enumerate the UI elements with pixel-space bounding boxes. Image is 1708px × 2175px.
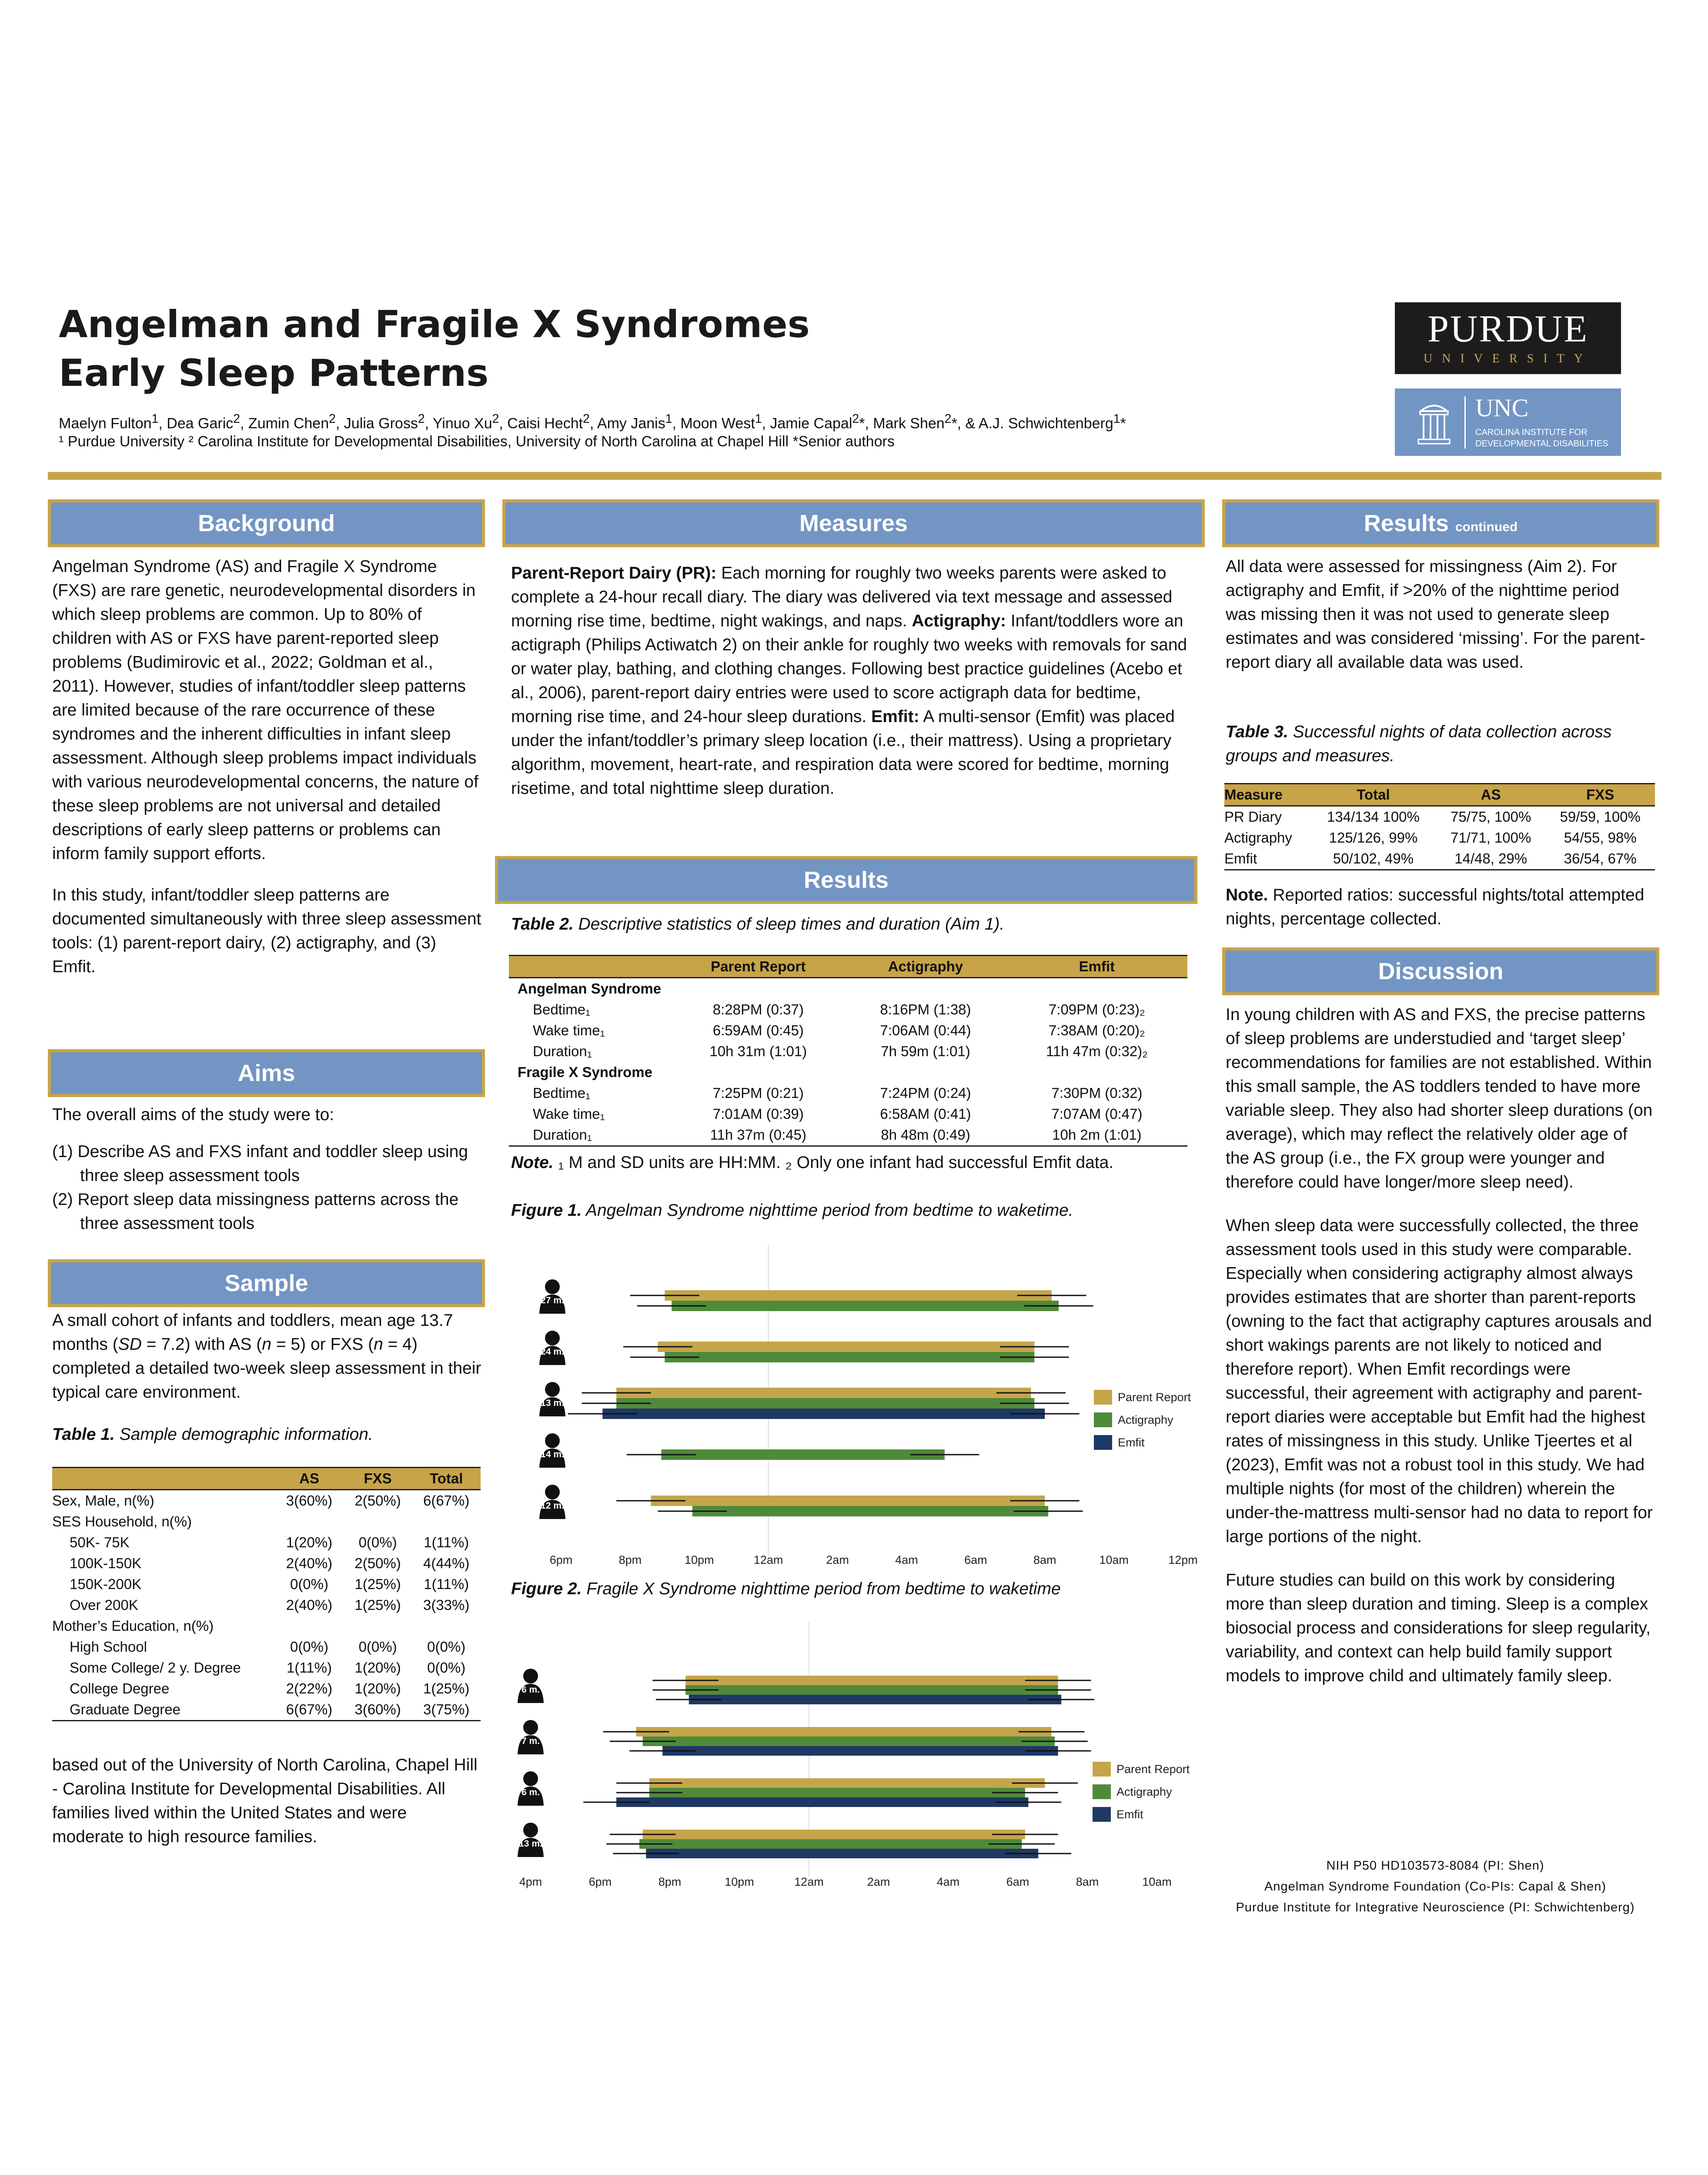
child-head-icon: [545, 1485, 560, 1499]
table-cell: [275, 1616, 344, 1636]
table3-header-row: [1224, 784, 1655, 806]
child-head-icon: [523, 1823, 538, 1837]
poster-title: [59, 300, 1277, 398]
table-cell: 10h 2m (1:01): [1006, 1124, 1187, 1146]
table-cell: 6:59AM (0:45): [712, 1022, 804, 1038]
funding-line-2: Angelman Syndrome Foundation (Co-PIs: Capal & Shen): [1264, 1880, 1607, 1894]
table-cell: 8:16PM (1:38): [880, 1001, 971, 1017]
table-cell: 8:28PM (0:37): [712, 1001, 804, 1017]
table3-caption: [1226, 720, 1654, 768]
figure1-caption-label: Figure 1.: [511, 1201, 582, 1220]
table-cell: 2(40%): [286, 1597, 333, 1613]
funding-line-1: NIH P50 HD103573-8084 (PI: Shen): [1326, 1859, 1544, 1873]
table-cell: 0(0%): [358, 1639, 397, 1655]
table-cell: 134/134 100%: [1327, 809, 1420, 825]
table2-caption-text: Descriptive statistics of sleep times and duration (Aim 1).: [578, 915, 1005, 934]
background-section: [52, 555, 483, 979]
affiliations: ¹ Purdue University ² Carolina Institute for Developmental Disabilities, University of North Carolina at Chapel Hill *Senior authors: [59, 433, 895, 450]
unc-cidd-logo: [1395, 388, 1621, 456]
child-head-icon: [545, 1433, 560, 1448]
participant-age-label: 24 m.: [541, 1347, 564, 1357]
purdue-logo-text: PURDUE: [1427, 308, 1589, 350]
title-line-1: Angelman and Fragile X Syndromes: [59, 303, 810, 346]
table2-caption: [511, 912, 1198, 936]
funding-acknowledgement: [1218, 1855, 1653, 1918]
child-head-icon: [523, 1720, 538, 1735]
logo-divider: [1464, 396, 1466, 448]
table-cell: PR Diary: [1224, 809, 1282, 825]
range-bar: [639, 1839, 1022, 1849]
figure2-caption-label: Figure 2.: [511, 1579, 582, 1598]
table1-body: [52, 1490, 481, 1721]
table-cell: 100K-150K: [70, 1555, 142, 1571]
participant-age-label: 6 m.: [521, 1685, 540, 1695]
x-tick-label: 10am: [1142, 1875, 1172, 1888]
table-cell: 7:24PM (0:24): [880, 1085, 971, 1101]
range-bar: [661, 1449, 944, 1460]
table3-caption-text: Successful nights of data collection across groups and measures.: [1226, 723, 1612, 765]
range-bar: [616, 1388, 1031, 1398]
table-cell: 7:38AM (0:20)₂: [1048, 1022, 1145, 1038]
child-head-icon: [545, 1279, 560, 1294]
table-cell: [275, 1511, 344, 1532]
table3-note-text: Reported ratios: successful nights/total attempted nights, percentage collected.: [1226, 886, 1644, 928]
purdue-logo-subtext: UNIVERSITY: [1424, 352, 1592, 365]
table-cell: Mother’s Education, n(%): [52, 1618, 214, 1634]
actigraphy-label: Actigraphy:: [912, 612, 1006, 630]
results-continued-paragraph: All data were assessed for missingness (Aim 2). For actigraphy and Emfit, if >20% of the nighttime period was missing then it was not used to generate sleep estimates and was considered ‘missing’. For the parent-report diary all available data was used.: [1226, 557, 1645, 672]
table1-row: [52, 1553, 481, 1574]
table2-caption-label: Table 2.: [511, 915, 574, 934]
table3-body: [1224, 806, 1655, 870]
x-tick-label: 4am: [936, 1875, 960, 1888]
table1-header-cell: AS: [275, 1468, 344, 1490]
table-cell: 3(60%): [344, 1699, 412, 1721]
table-cell: 59/59, 100%: [1560, 809, 1641, 825]
table-cell: SES Household, n(%): [52, 1513, 192, 1529]
discussion-heading: Discussion: [1222, 947, 1659, 995]
table-cell: Sex, Male, n(%): [52, 1492, 154, 1509]
table-cell: Bedtime₁: [533, 1001, 591, 1017]
sample-paragraph: A small cohort of infants and toddlers, mean age 13.7 months (SD = 7.2) with AS (n = 5) or FXS (n = 4) completed a detailed two-week sleep assessment in their typical care environment.: [52, 1311, 481, 1402]
range-bar: [665, 1352, 1034, 1362]
table1-row: [52, 1511, 481, 1532]
results-continued-title: Results: [1364, 510, 1449, 536]
table-cell: 1(20%): [354, 1680, 401, 1696]
x-tick-label: 2am: [867, 1875, 890, 1888]
child-head-icon: [523, 1669, 538, 1683]
table2-row: [509, 999, 1187, 1020]
table2-row: [509, 1124, 1187, 1146]
table-cell: College Degree: [70, 1680, 170, 1696]
table-cell: 11h 37m (0:45): [672, 1124, 845, 1146]
table-cell: 8h 48m (0:49): [845, 1124, 1006, 1146]
participant-age-label: 6 m.: [521, 1787, 540, 1797]
x-tick-label: 8pm: [658, 1875, 682, 1888]
table-cell: 7:30PM (0:32): [1051, 1085, 1143, 1101]
legend-swatch: [1093, 1807, 1111, 1822]
table-cell: 11h 47m (0:32)₂: [1046, 1043, 1148, 1059]
range-bar: [662, 1746, 1058, 1756]
table-cell: 150K-200K: [70, 1576, 142, 1592]
table-cell: 0(0%): [427, 1639, 466, 1655]
table-cell: 6(67%): [275, 1699, 344, 1721]
table2-group-row: [509, 1062, 1187, 1083]
legend-swatch: [1093, 1784, 1111, 1799]
participant-age-label: 27 m.: [541, 1295, 564, 1305]
x-tick-label: 10am: [1099, 1553, 1129, 1566]
sample-paragraph-continued: based out of the University of North Carolina, Chapel Hill - Carolina Institute for Developmental Disabilities. All families lived within the United States and were moderate to high resource families.: [52, 1756, 478, 1846]
legend-label: Actigraphy: [1116, 1785, 1172, 1798]
table-cell: Duration₁: [509, 1124, 672, 1146]
table-cell: [412, 1511, 481, 1532]
table-cell: Angelman Syndrome: [518, 980, 662, 997]
background-paragraph-2: In this study, infant/toddler sleep patterns are documented simultaneously with three sleep assessment tools: (1) parent-report dairy, (2) actigraphy, and (3) Emfit.: [52, 886, 481, 976]
table-cell: 3(75%): [412, 1699, 481, 1721]
table-cell: 3(60%): [286, 1492, 333, 1509]
table3-note-label: Note.: [1226, 886, 1268, 904]
table1-header-cell: FXS: [344, 1468, 412, 1490]
child-head-icon: [523, 1771, 538, 1786]
range-bar: [651, 1496, 1045, 1506]
table-cell: Fragile X Syndrome: [518, 1064, 652, 1080]
table-cell: Some College/ 2 y. Degree: [70, 1660, 241, 1676]
table-cell: 0(0%): [290, 1576, 328, 1592]
table-cell: 4(44%): [423, 1555, 470, 1571]
table2-row: [509, 1041, 1187, 1062]
table-cell: 75/75, 100%: [1451, 809, 1531, 825]
aim-2: (2) Report sleep data missingness patterns across the three assessment tools: [52, 1190, 459, 1233]
legend-swatch: [1094, 1390, 1112, 1405]
legend-swatch: [1094, 1412, 1112, 1427]
table3-caption-label: Table 3.: [1226, 723, 1288, 741]
table1-demographics: [52, 1467, 481, 1721]
table2-header-row: [509, 956, 1187, 978]
range-bar: [646, 1849, 1038, 1858]
unc-logo-text: UNC: [1475, 394, 1529, 422]
x-tick-label: 2am: [826, 1553, 849, 1566]
x-tick-label: 4pm: [519, 1875, 542, 1888]
participant-age-label: 7 m.: [521, 1736, 540, 1746]
table3-header-cell: AS: [1436, 784, 1546, 806]
table-cell: 1(20%): [354, 1660, 401, 1676]
author-list: Maelyn Fulton$^1$, Dea Garic$^2$, Zumin Chen$^2$, Julia Gross$^2$, Yinuo Xu$^2$, Caisi Hecht$^2$, Amy Janis$^1$, Moon West$^1$, Jamie Capal$^2$*, Mark Shen$^2$*, & A.J. Schwichtenberg$^1$*: [59, 412, 1126, 432]
table2-note-text: ₁ M and SD units are HH:MM. ₂ Only one infant had successful Emfit data.: [553, 1153, 1114, 1172]
emfit-label: Emfit:: [871, 707, 919, 726]
table2-header-cell: Parent Report: [672, 956, 845, 978]
table-cell: 1(25%): [354, 1597, 401, 1613]
table-cell: Graduate Degree: [52, 1699, 275, 1721]
table-cell: 71/71, 100%: [1451, 830, 1531, 846]
table1-row: [52, 1574, 481, 1595]
cidd-logo-text: CAROLINA INSTITUTE FOR DEVELOPMENTAL DISABILITIES: [1475, 428, 1608, 448]
table-cell: Wake time₁: [533, 1022, 605, 1038]
x-tick-label: 8pm: [618, 1553, 642, 1566]
table1-row: [52, 1657, 481, 1678]
table2-note: [511, 1151, 1198, 1174]
table1-header-row: [52, 1468, 481, 1490]
table3-row: [1224, 827, 1655, 848]
table-cell: Duration₁: [533, 1043, 592, 1059]
range-bar: [685, 1676, 1058, 1685]
range-bar: [685, 1685, 1058, 1695]
table-cell: Bedtime₁: [533, 1085, 591, 1101]
background-paragraph-1: Angelman Syndrome (AS) and Fragile X Syndrome (FXS) are rare genetic, neurodevelopmental disorders in which sleep problems are common. Up to 80% of children with AS or FXS have parent-reported sleep problems (Budimirovic et al., 2022; Goldman et al., 2011). However, studies of infant/toddler sleep patterns are limited because of the rare occurrence of these syndromes and the inherent difficulties in infant sleep assessment. Although sleep problems impact individuals with various neurodevelopmental concerns, the nature of these sleep problems are not universal and detailed descriptions of early sleep patterns or problems can inform family support efforts.: [52, 557, 478, 863]
range-bar: [649, 1788, 1025, 1797]
funding-line-3: Purdue Institute for Integrative Neuroscience (PI: Schwichtenberg): [1236, 1901, 1635, 1914]
legend-label: Actigraphy: [1118, 1413, 1173, 1426]
table3-header-cell: Total: [1310, 784, 1436, 806]
range-bar: [689, 1695, 1061, 1704]
table1-caption-text: Sample demographic information.: [119, 1425, 373, 1444]
range-bar: [643, 1830, 1025, 1839]
x-tick-label: 10pm: [685, 1553, 714, 1566]
legend-label: Emfit: [1116, 1808, 1143, 1821]
table-cell: 1(11%): [424, 1534, 469, 1550]
aim-1: (1) Describe AS and FXS infant and toddler sleep using three sleep assessment tools: [52, 1142, 468, 1185]
table-cell: Emfit: [1224, 848, 1310, 870]
x-tick-label: 6am: [964, 1553, 987, 1566]
measures-heading: Measures: [502, 499, 1205, 547]
x-tick-label: 6am: [1006, 1875, 1029, 1888]
table-cell: 2(22%): [286, 1680, 333, 1696]
x-tick-label: 6pm: [549, 1553, 573, 1566]
actigraphy-text: Infant/toddlers wore an actigraph (Philips Actiwatch 2) on their ankle for roughly two weeks with removals for sand or water play, bathing, and clothing changes. Following best practice guidelines (Acebo et al., 2006), parent-report dairy entries were used to score actigraph data for bedtime, morning rise time, and 24-hour sleep durations.: [511, 612, 1187, 726]
table3-row: [1224, 848, 1655, 870]
table3-header-cell: Measure: [1224, 784, 1310, 806]
x-tick-label: 8am: [1076, 1875, 1099, 1888]
table-cell: 10h 31m (1:01): [709, 1043, 807, 1059]
table2-row: [509, 1104, 1187, 1124]
table3-row: [1224, 806, 1655, 828]
participant-age-label: 13 m.: [541, 1398, 564, 1408]
child-head-icon: [545, 1331, 560, 1345]
table1-caption: [52, 1422, 483, 1446]
table-cell: 7:25PM (0:21): [712, 1085, 804, 1101]
aims-intro: The overall aims of the study were to:: [52, 1105, 334, 1124]
table-cell: [344, 1616, 412, 1636]
range-bar: [636, 1727, 1052, 1737]
results-continued-suffix: continued: [1455, 520, 1518, 534]
pr-text: Each morning for roughly two weeks parents were asked to complete a 24-hour recall diary. The diary was delivered via text message and assessed morning rise time, bedtime, night wakings, and naps.: [511, 564, 1173, 630]
sample-heading: Sample: [48, 1259, 485, 1307]
table-cell: 1(20%): [286, 1534, 333, 1550]
table-cell: 2(40%): [286, 1555, 333, 1571]
background-heading: Background: [48, 499, 485, 547]
x-tick-label: 10pm: [725, 1875, 754, 1888]
table2-sleep-stats: [509, 955, 1187, 1147]
table-cell: 14/48, 29%: [1436, 848, 1546, 870]
table1-row: [52, 1678, 481, 1699]
table-cell: 7:06AM (0:44): [880, 1022, 971, 1038]
legend-swatch: [1094, 1435, 1112, 1450]
table2-row: [509, 1083, 1187, 1104]
participant-age-label: 14 m.: [541, 1449, 564, 1459]
figure1-caption-text: Angelman Syndrome nighttime period from bedtime to waketime.: [585, 1201, 1073, 1220]
table-cell: High School: [70, 1639, 147, 1655]
table-cell: 1(11%): [287, 1660, 332, 1676]
table2-header-cell: Actigraphy: [845, 956, 1006, 978]
table1-row: [52, 1532, 481, 1553]
table-cell: 6:58AM (0:41): [880, 1106, 971, 1122]
table-cell: 1(25%): [354, 1576, 401, 1592]
x-tick-label: 12am: [753, 1553, 783, 1566]
figure1-as-chart: [505, 1244, 1209, 1583]
table-cell: Over 200K: [70, 1597, 138, 1613]
pr-label: Parent-Report Dairy (PR):: [511, 564, 717, 582]
table-cell: 50K- 75K: [70, 1534, 130, 1550]
aims-section: [52, 1103, 483, 1235]
table-cell: 0(0%): [290, 1639, 328, 1655]
participant-age-label: 12 m.: [541, 1501, 564, 1511]
range-bar: [643, 1737, 1055, 1746]
x-tick-label: 4am: [895, 1553, 918, 1566]
table1-row: [52, 1595, 481, 1616]
table-cell: 1(25%): [423, 1680, 470, 1696]
table1-row: [52, 1616, 481, 1636]
aims-heading: Aims: [48, 1049, 485, 1097]
x-tick-label: 8am: [1033, 1553, 1056, 1566]
table1-header-cell: [52, 1468, 275, 1490]
table-cell: 36/54, 67%: [1545, 848, 1655, 870]
table2-row: [509, 1020, 1187, 1041]
discussion-paragraph-2: When sleep data were successfully collected, the three assessment tools used in this study were comparable. Especially when considering actigraphy almost always provides estimates that are shorter than parent-reports (owning to the fact that actigraphy captures arousals and short wakings parents are not likely to noticed and therefore report). When Emfit recordings were successful, their agreement with actigraphy and parent-report diaries were acceptable but Emfit had the highest rates of missingness in this study. Unlike Tjeertes et al (2023), Emfit was not a robust tool in this study. We had multiple nights (for most of the children) wherein the under-the-mattress multi-sensor had no data to report for large portions of the night.: [1226, 1216, 1653, 1546]
table-cell: [344, 1511, 412, 1532]
table-cell: Actigraphy: [1224, 830, 1292, 846]
participant-age-label: 13 m.: [519, 1839, 542, 1849]
table1-header-cell: Total: [412, 1468, 481, 1490]
legend-swatch: [1093, 1762, 1111, 1777]
table1-row: [52, 1490, 481, 1512]
results-heading: Results: [495, 856, 1197, 904]
discussion-paragraph-3: Future studies can build on this work by considering more than sleep duration and timing. Sleep is a complex biosocial process and considerations for sleep regularity, variability, and context can help build family support models to improve child and ultimately family sleep.: [1226, 1571, 1651, 1685]
table3-header-cell: FXS: [1545, 784, 1655, 806]
old-well-icon: [1417, 398, 1451, 446]
legend-label: Emfit: [1118, 1436, 1145, 1449]
range-bar: [616, 1398, 1034, 1409]
purdue-logo: [1395, 302, 1621, 374]
emfit-text: A multi-sensor (Emfit) was placed under the infant/toddler’s primary sleep location (i.e., their mattress). Using a proprietary algorithm, movement, heart-rate, and respiration data were scored for bedtime, morning risetime, and total nighttime sleep duration.: [511, 707, 1175, 798]
legend-label: Parent Report: [1118, 1391, 1191, 1404]
figure2-caption: [511, 1577, 1198, 1601]
range-bar: [649, 1778, 1045, 1788]
table-cell: 2(50%): [354, 1555, 401, 1571]
table-cell: 125/126, 99%: [1329, 830, 1418, 846]
range-bar: [602, 1409, 1045, 1419]
table-cell: [412, 1616, 481, 1636]
table-cell: 7:09PM (0:23)₂: [1048, 1001, 1145, 1017]
range-bar: [672, 1301, 1059, 1311]
x-tick-label: 6pm: [588, 1875, 612, 1888]
figure2-caption-text: Fragile X Syndrome nighttime period from bedtime to waketime: [586, 1579, 1061, 1598]
table-cell: 7:07AM (0:47): [1051, 1106, 1143, 1122]
x-tick-label: 12am: [794, 1875, 824, 1888]
table-cell: 0(0%): [427, 1660, 466, 1676]
title-line-2: Early Sleep Patterns: [59, 351, 489, 395]
results-continued-heading: [1222, 499, 1659, 547]
range-bar: [616, 1797, 1028, 1807]
measures-section: [511, 561, 1198, 800]
table1-row: [52, 1636, 481, 1657]
x-tick-label: 12pm: [1168, 1553, 1198, 1566]
table-cell: 3(33%): [423, 1597, 470, 1613]
table-cell: Wake time₁: [533, 1106, 605, 1122]
table-cell: 54/55, 98%: [1564, 830, 1637, 846]
range-bar: [658, 1342, 1034, 1352]
table-cell: 1(11%): [424, 1576, 469, 1592]
table-cell: 2(50%): [354, 1492, 401, 1509]
table2-header-cell: [509, 956, 672, 978]
table2-note-label: Note.: [511, 1153, 554, 1172]
range-bar: [692, 1506, 1048, 1516]
table-cell: 50/102, 49%: [1310, 848, 1436, 870]
discussion-paragraph-1: In young children with AS and FXS, the precise patterns of sleep problems are understudied and ‘target sleep’ recommendations for families are not established. Within this small sample, the AS toddlers tended to have more variable sleep. They also had shorter sleep durations (on average), which may reflect the relatively older age of the AS group (i.e., the FX group were younger and therefore could have longer/more sleep need).: [1226, 1005, 1653, 1191]
table3-missingness: [1224, 783, 1655, 870]
table-cell: 0(0%): [358, 1534, 397, 1550]
table2-header-cell: Emfit: [1006, 956, 1187, 978]
child-head-icon: [545, 1382, 560, 1397]
figure2-fxs-chart: [505, 1623, 1209, 1892]
table-cell: 6(67%): [423, 1492, 470, 1509]
figure1-caption: [511, 1198, 1198, 1222]
header-divider: [48, 472, 1661, 480]
range-bar: [665, 1290, 1052, 1301]
table2-group-row: [509, 978, 1187, 1000]
legend-label: Parent Report: [1116, 1763, 1190, 1776]
table1-row: [52, 1699, 481, 1721]
table-cell: 7h 59m (1:01): [881, 1043, 970, 1059]
table2-body: [509, 978, 1187, 1146]
table1-caption-label: Table 1.: [52, 1425, 115, 1444]
table3-note: [1226, 883, 1654, 931]
table-cell: 7:01AM (0:39): [712, 1106, 804, 1122]
discussion-section: [1226, 1003, 1654, 1688]
